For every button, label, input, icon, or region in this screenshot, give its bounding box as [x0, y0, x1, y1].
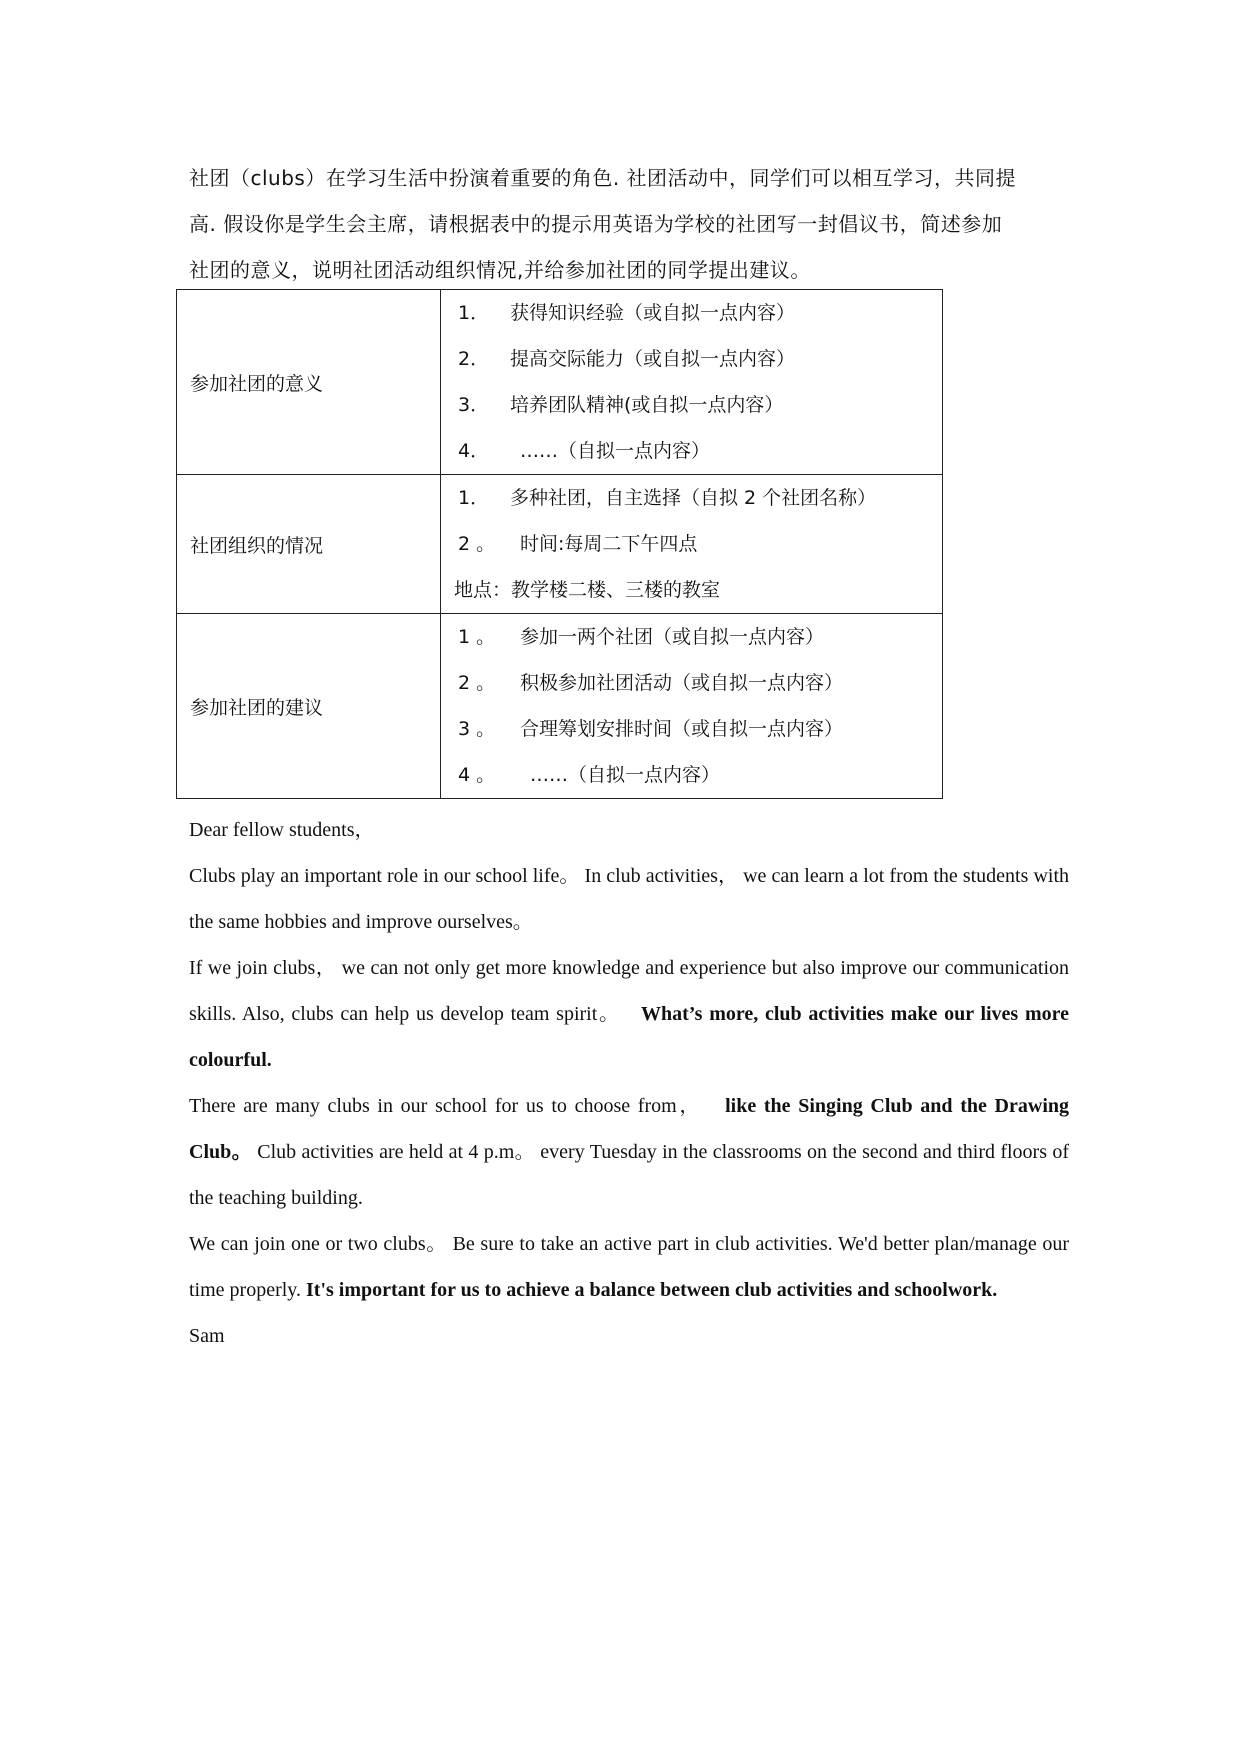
list-item: 1． 多种社团，自主选择（自拟 2 个社团名称） — [458, 487, 877, 509]
prompt-line-3: 社团的意义，说明社团活动组织情况,并给参加社团的同学提出建议。 — [189, 258, 811, 282]
hints-table — [176, 289, 943, 799]
list-item: 2 。 时间:每周二下午四点 — [458, 533, 698, 555]
row-label: 社团组织的情况 — [177, 475, 441, 614]
row-label: 参加社团的建议 — [177, 614, 441, 799]
row-label: 参加社团的意义 — [177, 290, 441, 475]
letter-body — [189, 807, 1069, 1359]
list-item: 1 。 参加一两个社团（或自拟一点内容） — [458, 626, 825, 648]
list-item: 地点：教学楼二楼、三楼的教室 — [454, 579, 721, 601]
letter-paragraph-1: Clubs play an important role in our school life。 In club activities， we can learn a lot from the students with the same hobbies and improve ourselves。 — [189, 865, 1069, 933]
prompt-line-1: 社团（clubs）在学习生活中扮演着重要的角色. 社团活动中，同学们可以相互学习，共同提 — [189, 166, 1017, 190]
row-items — [441, 614, 943, 799]
table-row — [177, 475, 943, 614]
letter-greeting: Dear fellow students， — [189, 819, 375, 841]
list-item: 3 。 合理筹划安排时间（或自拟一点内容） — [458, 718, 844, 740]
letter-signature: Sam — [189, 1325, 225, 1347]
letter-paragraph-4: We can join one or two clubs。 Be sure to take an active part in club activities. We'd better plan/manage our time properly. It's important for us to achieve a balance between club activities and schoolwork. — [189, 1233, 1069, 1301]
list-item: 4 。 ……（自拟一点内容） — [458, 764, 721, 786]
prompt-line-2: 高. 假设你是学生会主席，请根据表中的提示用英语为学校的社团写一封倡议书，简述参加 — [189, 212, 1003, 236]
letter-paragraph-2: If we join clubs， we can not only get more knowledge and experience but also improve our communication skills. Also, clubs can help us develop team spirit。 What’s more, club activities make our lives more colourful. — [189, 957, 1070, 1071]
list-item: 2 。 积极参加社团活动（或自拟一点内容） — [458, 672, 844, 694]
row-items — [441, 475, 943, 614]
letter-paragraph-3: There are many clubs in our school for us to choose from， like the Singing Club and the Drawing Club。 Club activities are held at 4 p.m。 every Tuesday in the classrooms on the second and third floors of the teaching building. — [189, 1095, 1070, 1209]
prompt-text — [189, 155, 1069, 293]
list-item: 4． ……（自拟一点内容） — [458, 440, 711, 462]
row-items — [441, 290, 943, 475]
list-item: 2． 提高交际能力（或自拟一点内容） — [458, 348, 796, 370]
table-row — [177, 614, 943, 799]
table-row — [177, 290, 943, 475]
list-item: 1． 获得知识经验（或自拟一点内容） — [458, 302, 796, 324]
list-item: 3． 培养团队精神(或自拟一点内容） — [458, 394, 784, 416]
